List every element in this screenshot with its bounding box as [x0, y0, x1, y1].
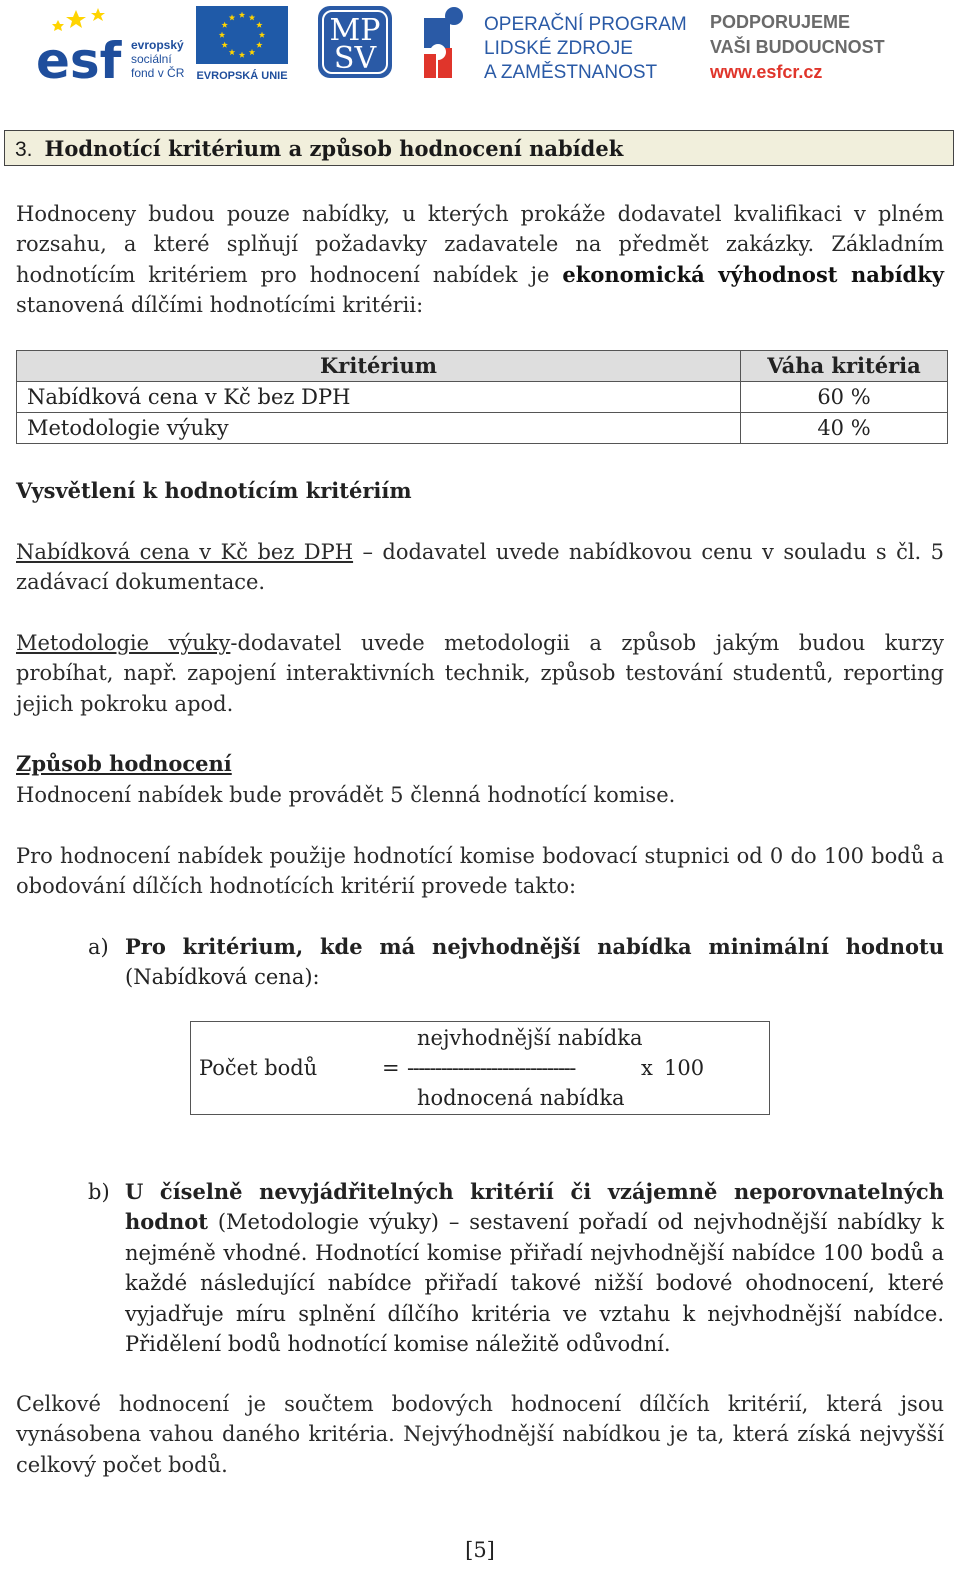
criterion-cell: Metodologie výuky	[17, 413, 741, 444]
table-row	[17, 413, 948, 444]
eu-flag-logo	[196, 6, 288, 82]
intro-bold: ekonomická výhodnost nabídky	[562, 261, 944, 287]
eu-star-icon	[52, 20, 64, 31]
item-a-bold: Pro kritérium, kde má nejvhodnější nabídka minimální hodnotu	[125, 934, 944, 959]
price-explanation	[16, 537, 944, 598]
esf-logo	[36, 6, 190, 82]
item-b-bold: U číselně nevyjádřitelných kritérií či vzájemně neporovnatelných hodnot	[125, 1179, 944, 1235]
formula-dashes: ------------------------------	[407, 1056, 575, 1080]
op-lz-logo	[420, 4, 690, 84]
intro-paragraph	[16, 199, 944, 321]
formula-times: x	[641, 1056, 653, 1080]
method-text: -dodavatel uvede metodologii a způsob jakým budou kurzy probíhat, např. zapojení interaktivních technik, způsob testování studentů, reporting jejich pokroku apod.	[16, 631, 945, 716]
section-number: 3.	[15, 138, 33, 161]
evaluation-text: Hodnocení nabídek bude provádět 5 členná hodnotící komise.	[16, 783, 676, 807]
header-logos	[0, 0, 960, 100]
formula-box	[190, 1021, 770, 1115]
support-line2: VAŠI BUDOUCNOST	[710, 37, 885, 57]
section-title-bar	[4, 130, 954, 166]
esf-line3: fond v ČR	[131, 66, 185, 80]
price-text: – dodavatel uvede nabídkovou cenu v souladu s čl. 5 zadávací dokumentace.	[16, 540, 944, 595]
esf-line2: sociální	[131, 52, 172, 66]
eu-star-icon	[66, 10, 86, 28]
item-b	[88, 1177, 944, 1359]
support-logo	[710, 8, 920, 84]
mpsv-line1: MP	[329, 13, 381, 48]
evaluation-scale: Pro hodnocení nabídek použije hodnotící komise bodovací stupnici od 0 do 100 bodů a obodování dílčích hodnotících kritérií provede takto:	[16, 844, 944, 899]
item-a-mark: a)	[88, 935, 109, 959]
header-weight: Váha kritéria	[741, 351, 948, 382]
eu-star-icon	[91, 8, 105, 21]
item-a-rest: (Nabídková cena):	[125, 965, 320, 990]
evaluation-heading: Způsob hodnocení	[16, 751, 232, 776]
summary-paragraph: Celkové hodnocení je součtem bodových hodnocení dílčích kritérií, která jsou vynásobena vahou daného kritéria. Nejvýhodnější nabídkou je ta, která získá nejvyšší celkový počet bodů.	[16, 1392, 944, 1477]
formula-factor: 100	[664, 1056, 705, 1080]
page-number: [5]	[465, 1538, 495, 1562]
formula-equals: =	[382, 1056, 400, 1080]
op-line1: OPERAČNÍ PROGRAM	[484, 14, 687, 35]
intro-text-1: Hodnoceny budou pouze nabídky, u kterých prokáže dodavatel kvalifikaci v plném rozsahu, a které splňují požadavky zadavatele na předmět zakázky. Základním hodnotícím kritériem pro hodnocení nabídek je	[16, 202, 944, 287]
item-a	[88, 932, 944, 993]
mpsv-line2: SV	[333, 41, 377, 76]
method-label: Metodologie výuky	[16, 631, 231, 655]
support-line1: PODPORUJEME	[710, 12, 851, 32]
criterion-cell: Nabídková cena v Kč bez DPH	[17, 382, 741, 413]
criteria-table	[16, 350, 948, 444]
weight-cell: 60 %	[741, 382, 948, 413]
intro-text-2: stanovená dílčími hodnotícími kritérii:	[16, 293, 424, 318]
table-row	[17, 382, 948, 413]
item-b-mark: b)	[88, 1180, 110, 1204]
section-title: Hodnotící kritérium a způsob hodnocení nabídek	[44, 136, 624, 161]
formula-denominator: hodnocená nabídka	[417, 1086, 625, 1110]
eu-label: EVROPSKÁ UNIE	[196, 70, 288, 82]
formula-label: Počet bodů	[199, 1056, 318, 1080]
table-header-row	[17, 351, 948, 382]
people-figure-icon	[424, 7, 463, 78]
item-b-rest: (Metodologie výuky) – sestavení pořadí od nejvhodnější nabídky k nejméně vhodné. Hodnotící komise přiřadí nejvhodnější nabídce 100 bodů a každé následující nabídce přiřadí takové nižší bodové ohodnocení, které vyjadřuje míru splnění dílčího kritéria ve vztahu k nejvhodnější nabídce. Přidělení bodů hodnotící komise náležitě odůvodní.	[125, 1210, 944, 1357]
method-explanation	[16, 628, 944, 719]
mpsv-logo	[316, 4, 394, 80]
price-label: Nabídková cena v Kč bez DPH	[16, 540, 354, 564]
esf-letters: esf	[36, 32, 122, 82]
weight-cell: 40 %	[741, 413, 948, 444]
header-criterion: Kritérium	[17, 351, 741, 382]
op-line3: A ZAMĚSTNANOST	[484, 62, 658, 83]
support-url: www.esfcr.cz	[710, 62, 823, 82]
esf-line1: evropský	[131, 38, 184, 52]
explanation-heading: Vysvětlení k hodnotícím kritériím	[16, 478, 412, 503]
formula-numerator: nejvhodnější nabídka	[417, 1026, 643, 1050]
op-line2: LIDSKÉ ZDROJE	[484, 38, 633, 59]
